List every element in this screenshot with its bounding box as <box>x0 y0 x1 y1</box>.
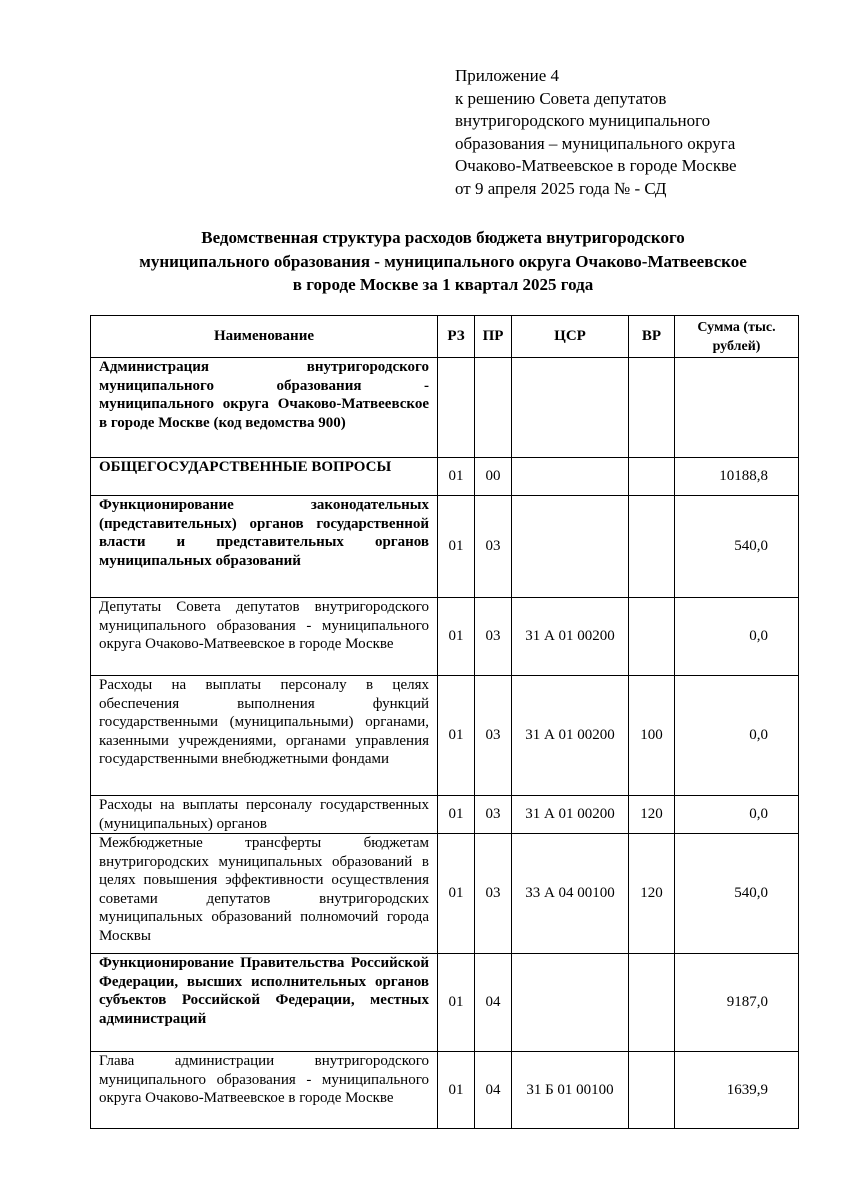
cell-rz: 01 <box>438 496 475 598</box>
cell-pr: 04 <box>475 1052 512 1129</box>
header-rz: РЗ <box>438 316 475 358</box>
appendix-line: Очаково-Матвеевское в городе Москве <box>455 156 737 176</box>
cell-rz: 01 <box>438 676 475 796</box>
cell-sum: 0,0 <box>675 676 799 796</box>
header-csr: ЦСР <box>512 316 629 358</box>
cell-rz: 01 <box>438 598 475 676</box>
cell-rz <box>438 358 475 458</box>
appendix-line: Приложение 4 <box>455 66 559 85</box>
table-row <box>91 954 799 1052</box>
appendix-line: к решению Совета депутатов <box>455 88 667 108</box>
cell-csr <box>512 496 629 598</box>
cell-csr <box>512 954 629 1052</box>
cell-name: Функционирование Правительства Российской Федерации, высших исполнительных органов субъектов Российской Федерации, местных администраций <box>91 954 438 1052</box>
table-row <box>91 496 799 598</box>
table-row <box>91 358 799 458</box>
cell-pr: 03 <box>475 496 512 598</box>
document-title <box>60 226 826 297</box>
cell-vr: 120 <box>629 834 675 954</box>
cell-csr: 31 А 01 00200 <box>512 598 629 676</box>
cell-csr: 31 А 01 00200 <box>512 796 629 834</box>
cell-vr <box>629 458 675 496</box>
cell-rz: 01 <box>438 458 475 496</box>
cell-name: Депутаты Совета депутатов внутригородского муниципального образования - муниципального округа Очаково-Матвеевское в городе Москве <box>91 598 438 676</box>
cell-csr: 31 Б 01 00100 <box>512 1052 629 1129</box>
cell-pr: 03 <box>475 598 512 676</box>
cell-vr <box>629 598 675 676</box>
cell-csr <box>512 458 629 496</box>
cell-vr: 100 <box>629 676 675 796</box>
appendix-block <box>455 65 737 201</box>
header-vr: ВР <box>629 316 675 358</box>
cell-sum: 0,0 <box>675 598 799 676</box>
cell-sum: 540,0 <box>675 496 799 598</box>
cell-rz: 01 <box>438 834 475 954</box>
cell-name: Межбюджетные трансферты бюджетам внутригородских муниципальных образований в целях повышения эффективности осуществления советами депутатов внутригородских муниципальных образований полномочий города Москвы <box>91 834 438 954</box>
cell-vr <box>629 954 675 1052</box>
cell-name: Администрация внутригородского муниципального образования - муниципального округа Очаково-Матвеевское в городе Москве (код ведомства 900) <box>91 358 438 458</box>
header-name: Наименование <box>91 316 438 358</box>
cell-sum: 1639,9 <box>675 1052 799 1129</box>
cell-pr: 04 <box>475 954 512 1052</box>
cell-sum <box>675 358 799 458</box>
cell-pr <box>475 358 512 458</box>
cell-sum: 540,0 <box>675 834 799 954</box>
expenditure-table <box>90 315 799 1129</box>
appendix-line: внутригородского муниципального <box>455 111 711 131</box>
cell-name: Глава администрации внутригородского муниципального образования - муниципального округа Очаково-Матвеевское в городе Москве <box>91 1052 438 1129</box>
table-body <box>91 358 799 1129</box>
table-row <box>91 834 799 954</box>
cell-sum: 0,0 <box>675 796 799 834</box>
cell-pr: 00 <box>475 458 512 496</box>
table-header-row <box>91 316 799 358</box>
cell-vr: 120 <box>629 796 675 834</box>
cell-pr: 03 <box>475 676 512 796</box>
cell-rz: 01 <box>438 954 475 1052</box>
table-row <box>91 598 799 676</box>
table-row <box>91 1052 799 1129</box>
cell-name: Функционирование законодательных (представительных) органов государственной власти и представительных органов муниципальных образований <box>91 496 438 598</box>
cell-csr: 33 А 04 00100 <box>512 834 629 954</box>
cell-rz: 01 <box>438 796 475 834</box>
table-row <box>91 676 799 796</box>
cell-name: Расходы на выплаты персоналу государственных (муниципальных) органов <box>91 796 438 834</box>
cell-vr <box>629 1052 675 1129</box>
header-pr: ПР <box>475 316 512 358</box>
cell-vr <box>629 496 675 598</box>
cell-name: Расходы на выплаты персоналу в целях обеспечения выполнения функций государственными (муниципальными) органами, казенными учреждениями, органами управления государственными внебюджетными фондами <box>91 676 438 796</box>
cell-sum: 9187,0 <box>675 954 799 1052</box>
table-row <box>91 458 799 496</box>
title-line: Ведомственная структура расходов бюджета внутригородского <box>201 228 685 247</box>
title-line: муниципального образования - муниципального округа Очаково-Матвеевское <box>139 251 747 271</box>
appendix-line: образования – муниципального округа <box>455 133 736 153</box>
cell-name: ОБЩЕГОСУДАРСТВЕННЫЕ ВОПРОСЫ <box>91 458 438 496</box>
cell-csr <box>512 358 629 458</box>
cell-sum: 10188,8 <box>675 458 799 496</box>
cell-rz: 01 <box>438 1052 475 1129</box>
header-sum: Сумма (тыс. рублей) <box>675 316 799 358</box>
cell-vr <box>629 358 675 458</box>
cell-pr: 03 <box>475 796 512 834</box>
cell-csr: 31 А 01 00200 <box>512 676 629 796</box>
appendix-line: от 9 апреля 2025 года № - СД <box>455 178 667 198</box>
table-row <box>91 796 799 834</box>
title-line: в городе Москве за 1 квартал 2025 года <box>292 275 594 294</box>
cell-pr: 03 <box>475 834 512 954</box>
